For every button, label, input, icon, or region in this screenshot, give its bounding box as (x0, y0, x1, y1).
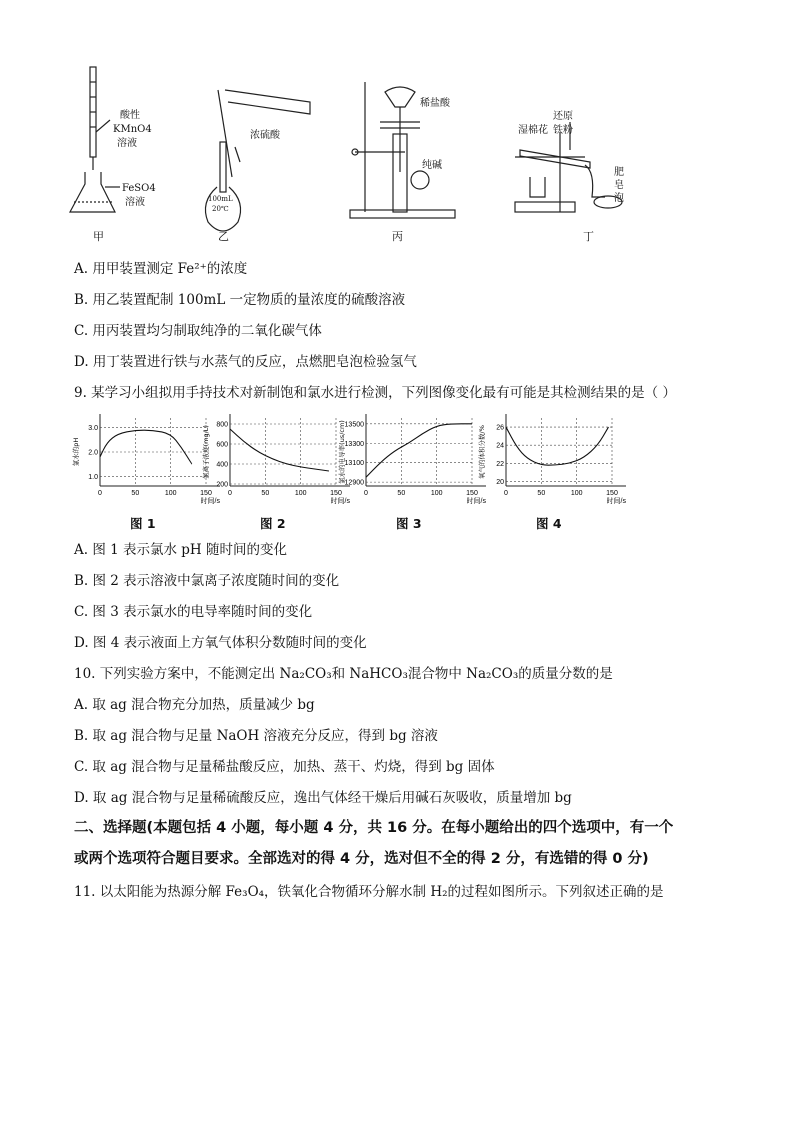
series-line-1 (100, 430, 192, 464)
y-tick-label: 24 (496, 442, 504, 450)
x-axis-label: 时间/s (466, 498, 486, 505)
chart-title: 图 4 (536, 516, 562, 531)
x-tick-label: 0 (504, 490, 508, 497)
chart-svg (338, 410, 488, 508)
label-solution-2: 溶液 (125, 197, 145, 208)
caption-ding: 丁 (583, 230, 594, 243)
y-tick-label: 26 (496, 424, 504, 432)
y-tick-label: 13300 (344, 440, 364, 448)
y-tick-label: 2.0 (88, 449, 98, 457)
x-tick-label: 0 (364, 490, 368, 497)
y-tick-label: 400 (216, 461, 228, 469)
caption-jia: 甲 (93, 230, 104, 243)
x-tick-label: 50 (131, 490, 140, 497)
label-reagent: 酸性 (120, 110, 140, 121)
chart-svg (72, 410, 222, 508)
label-solution-1: 溶液 (117, 138, 137, 149)
x-tick-label: 150 (466, 490, 478, 497)
chart-4 (478, 410, 628, 536)
series-line-1 (366, 424, 472, 477)
x-tick-label: 100 (294, 490, 307, 497)
q9-option-d: D. 图 4 表示液面上方氧气体积分数随时间的变化 (74, 635, 367, 651)
q10-option-c: C. 取 ag 混合物与足量稀盐酸反应，加热、蒸干、灼烧，得到 bg 固体 (74, 759, 495, 775)
series-line-1 (506, 427, 608, 465)
y-tick-label: 12900 (344, 479, 364, 487)
y-tick-label: 3.0 (88, 425, 98, 433)
q9-option-c: C. 图 3 表示氯水的电导率随时间的变化 (74, 604, 313, 620)
q10-option-b: B. 取 ag 混合物与足量 NaOH 溶液充分反应，得到 bg 溶液 (74, 728, 438, 744)
y-tick-label: 1.0 (88, 473, 98, 481)
x-tick-label: 50 (397, 490, 406, 497)
section2-line1: 二、选择题(本题包括 4 小题，每小题 4 分，共 16 分。在每小题给出的四个选项中，有一个 (74, 820, 674, 836)
chart-1 (72, 410, 222, 536)
label-reduce: 还原 (553, 111, 573, 122)
y-axis-label: 氯水的pH (72, 437, 80, 467)
q11-stem: 11. 以太阳能为热源分解 Fe₃O₄，铁氧化合物循环分解水制 H₂的过程如图所示。下列叙述正确的是 (74, 884, 664, 900)
y-tick-label: 13100 (344, 460, 364, 468)
q8-option-d: D. 用丁装置进行铁与水蒸气的反应，点燃肥皂泡检验氢气 (74, 354, 417, 370)
x-tick-label: 100 (430, 490, 443, 497)
y-axis-label: 氯水的电导率(us/cm) (338, 420, 346, 484)
x-tick-label: 0 (98, 490, 102, 497)
q8-option-b: B. 用乙装置配制 100mL 一定物质的量浓度的硫酸溶液 (74, 292, 406, 308)
x-axis-label: 时间/s (200, 498, 220, 505)
q10-option-a: A. 取 ag 混合物充分加热，质量减少 bg (74, 697, 315, 713)
chart-2 (202, 410, 352, 536)
series-line-1 (230, 429, 329, 471)
chart-title: 图 2 (260, 516, 286, 531)
section2-line2: 或两个选项符合题目要求。全部选对的得 4 分，选对但不全的得 2 分，有选错的得 0 分) (74, 851, 649, 867)
q9-stem: 9. 某学习小组拟用手持技术对新制饱和氯水进行检测，下列图像变化最有可能是其检测结果的是（ ） (74, 385, 676, 401)
q8-option-c: C. 用丙装置均匀制取纯净的二氧化碳气体 (74, 323, 322, 339)
label-dilute-hcl: 稀盐酸 (420, 98, 450, 109)
label-feso4: FeSO4 (122, 183, 156, 194)
y-axis-label: 氧气的体积分数/% (478, 425, 486, 479)
y-tick-label: 22 (496, 460, 504, 468)
q10-stem: 10. 下列实验方案中，不能测定出 Na₂CO₃和 NaHCO₃混合物中 Na₂CO₃的质量分数的是 (74, 666, 613, 682)
x-tick-label: 150 (330, 490, 342, 497)
chart-title: 图 1 (130, 516, 156, 531)
x-axis-label: 时间/s (330, 498, 350, 505)
x-tick-label: 0 (228, 490, 232, 497)
apparatus-figure (60, 62, 650, 247)
q8-option-a: A. 用甲装置测定 Fe²⁺的浓度 (74, 261, 248, 277)
q10-option-d: D. 取 ag 混合物与足量稀硫酸反应，逸出气体经干燥后用碱石灰吸收，质量增加 bg (74, 790, 572, 806)
flask-temp: 20℃ (212, 205, 229, 213)
chart-svg (478, 410, 628, 508)
y-axis-label: 氯离子浓度(mg/L) (202, 425, 210, 479)
label-kmno4: KMnO4 (113, 124, 152, 135)
q9-option-a: A. 图 1 表示氯水 pH 随时间的变化 (74, 542, 288, 558)
x-axis-label: 时间/s (606, 498, 626, 505)
y-tick-label: 13500 (344, 421, 364, 429)
x-tick-label: 100 (570, 490, 583, 497)
x-tick-label: 50 (537, 490, 546, 497)
apparatus-jia (70, 67, 120, 212)
y-tick-label: 20 (496, 478, 504, 486)
label-soda: 纯碱 (422, 160, 442, 171)
x-tick-label: 50 (261, 490, 270, 497)
caption-yi: 乙 (218, 230, 229, 243)
chart-svg (202, 410, 352, 508)
flask-volume: 100mL (208, 195, 233, 203)
label-soap-bubble: 肥皂泡 (614, 167, 624, 204)
chart-title: 图 3 (396, 516, 422, 531)
y-tick-label: 600 (216, 441, 228, 449)
caption-bing: 丙 (392, 230, 403, 243)
y-tick-label: 200 (216, 481, 228, 489)
x-tick-label: 150 (606, 490, 618, 497)
q9-option-b: B. 图 2 表示溶液中氯离子浓度随时间的变化 (74, 573, 340, 589)
label-iron-powder: 铁粉 (553, 125, 573, 136)
label-wet-cotton: 湿棉花 (518, 125, 548, 136)
x-tick-label: 100 (164, 490, 177, 497)
chart-3 (338, 410, 488, 536)
x-tick-label: 150 (200, 490, 212, 497)
y-tick-label: 800 (216, 421, 228, 429)
label-conc-sulfuric: 浓硫酸 (250, 130, 280, 141)
